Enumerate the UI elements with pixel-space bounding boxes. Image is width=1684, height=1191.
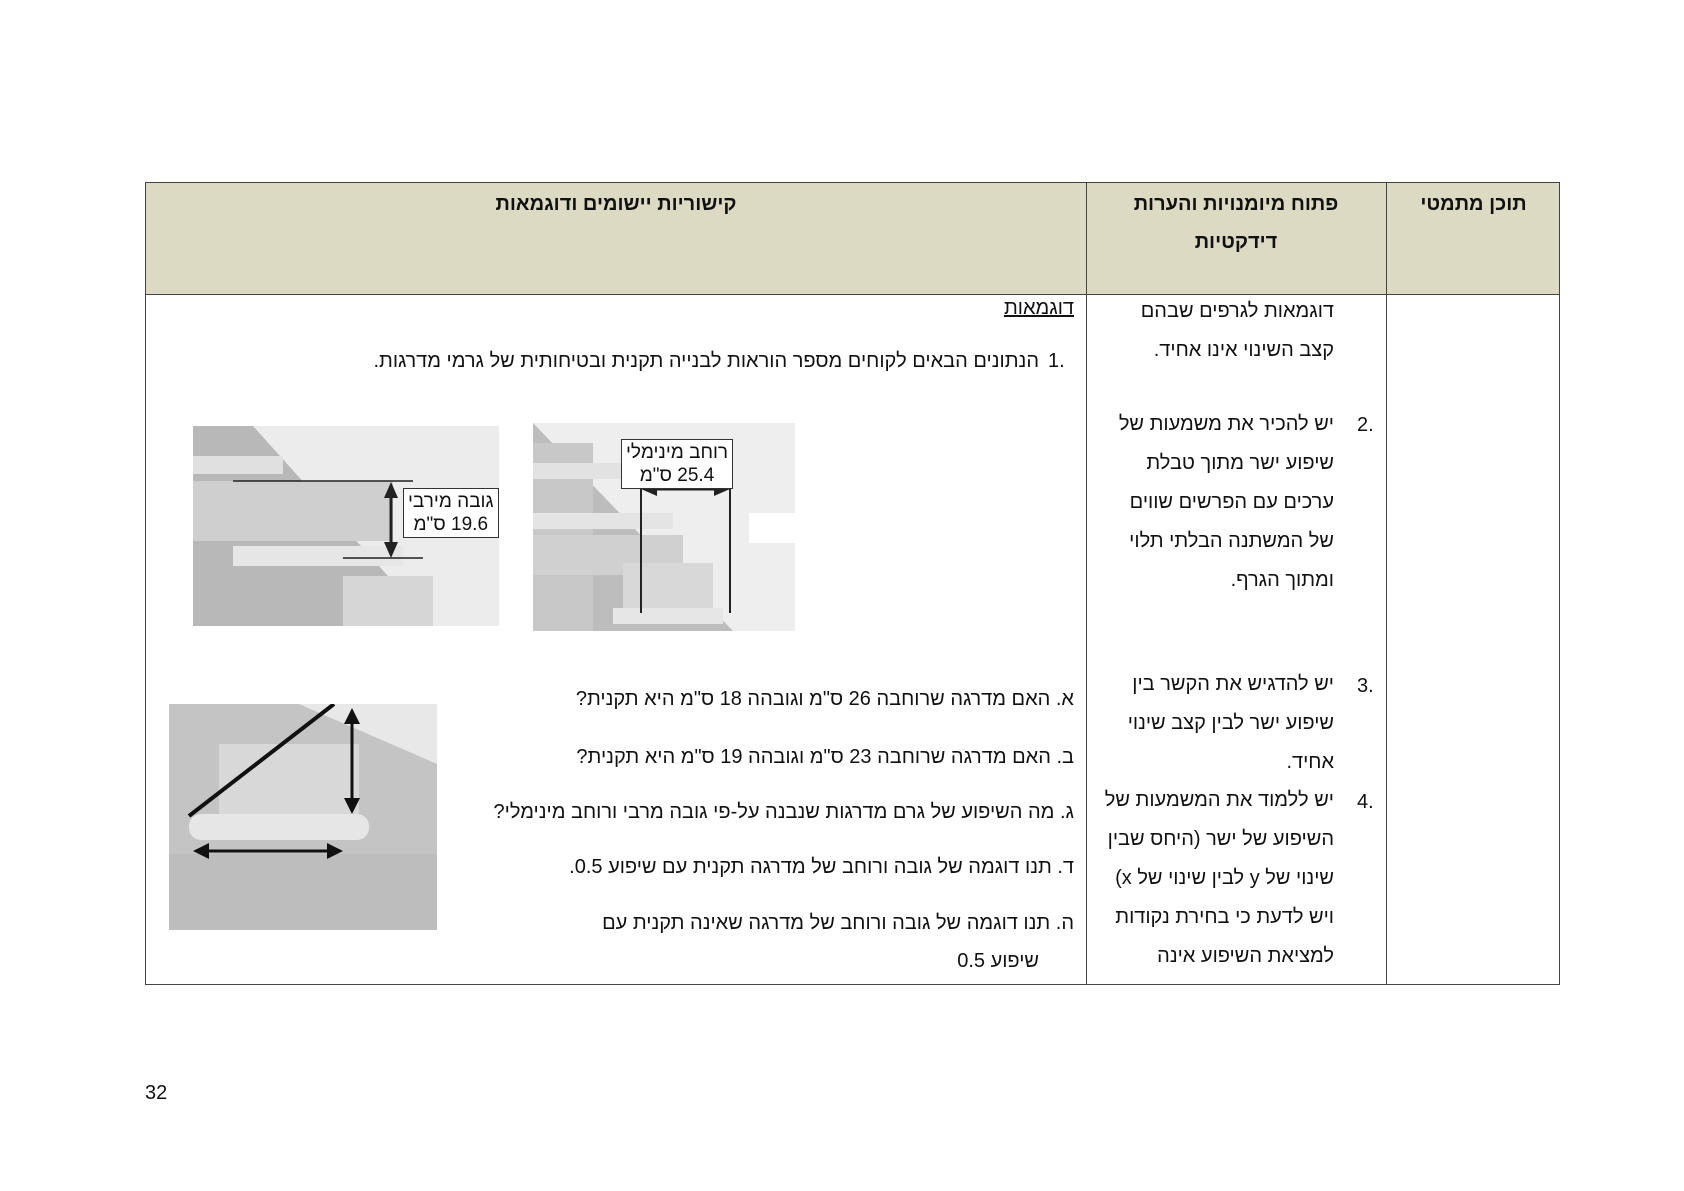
header-skills-line2: דידקטיות — [1194, 231, 1278, 253]
example-num-1: 1. — [1048, 350, 1065, 372]
skill-num-2: 2. — [1357, 414, 1374, 436]
skill-num-3: 3. — [1357, 675, 1374, 697]
question-c: ג. מה השיפוע של גרם מדרגות שנבנה על-פי גובה מרבי ורוחב מינימלי? — [493, 801, 1074, 823]
skill-item-2: יש להכיר את משמעות של שיפוע ישר מתוך טבלת ערכים עם הפרשים שווים של המשתנה הבלתי תלוי ומתוך הגרף. — [1118, 413, 1334, 591]
skill-item-4: יש ללמוד את המשמעות של השיפוע של ישר (היחס שבין שינוי של y לבין שינוי של x) ויש לדעת כי בחירת נקודות למציאת השיפוע אינה — [1104, 789, 1334, 967]
label-min-width: רוחב מינימלי 25.4 ס"מ — [621, 439, 733, 489]
header-divider — [146, 294, 1559, 295]
skill-num-4: 4. — [1357, 791, 1374, 813]
skills-intro: דוגמאות לגרפים שבהם קצב השינוי אינו אחיד. — [1140, 300, 1334, 361]
stair-photo-slope — [169, 704, 437, 930]
examples-title: דוגמאות — [1003, 297, 1074, 319]
label-max-height: גובה מירבי 19.6 ס"מ — [403, 488, 499, 538]
header-math-content: תוכן מתמטי — [1420, 193, 1527, 215]
question-d: ד. תנו דוגמה של גובה ורוחב של מדרגה תקנית עם שיפוע 0.5. — [569, 856, 1074, 878]
curriculum-table — [145, 182, 1560, 985]
example-1-text: הנתונים הבאים לקוחים מספר הוראות לבנייה תקנית ובטיחותית של גרמי מדרגות. — [373, 350, 1039, 372]
question-e-line1: ה. תנו דוגמה של גובה ורוחב של מדרגה שאינה תקנית עם — [602, 912, 1074, 934]
header-skills — [1086, 183, 1386, 294]
question-a: א. האם מדרגה שרוחבה 26 ס"מ וגובהה 18 ס"מ היא תקנית? — [575, 688, 1074, 710]
column-divider-1 — [1386, 183, 1387, 984]
question-e-line2: שיפוע 0.5 — [957, 950, 1039, 972]
stair-photo-height — [193, 426, 499, 626]
skill-item-3: יש להדגיש את הקשר בין שיפוע ישר לבין קצב שינוי אחיד. — [1127, 673, 1334, 773]
header-applications: קישוריות יישומים ודוגמאות — [495, 193, 737, 215]
question-b: ב. האם מדרגה שרוחבה 23 ס"מ וגובהה 19 ס"מ היא תקנית? — [576, 746, 1074, 768]
header-skills-line1: פתוח מיומנויות והערות — [1133, 193, 1339, 215]
page-number: 32 — [145, 1082, 168, 1104]
column-divider-2 — [1086, 183, 1087, 984]
stair-photo-width — [533, 423, 795, 631]
